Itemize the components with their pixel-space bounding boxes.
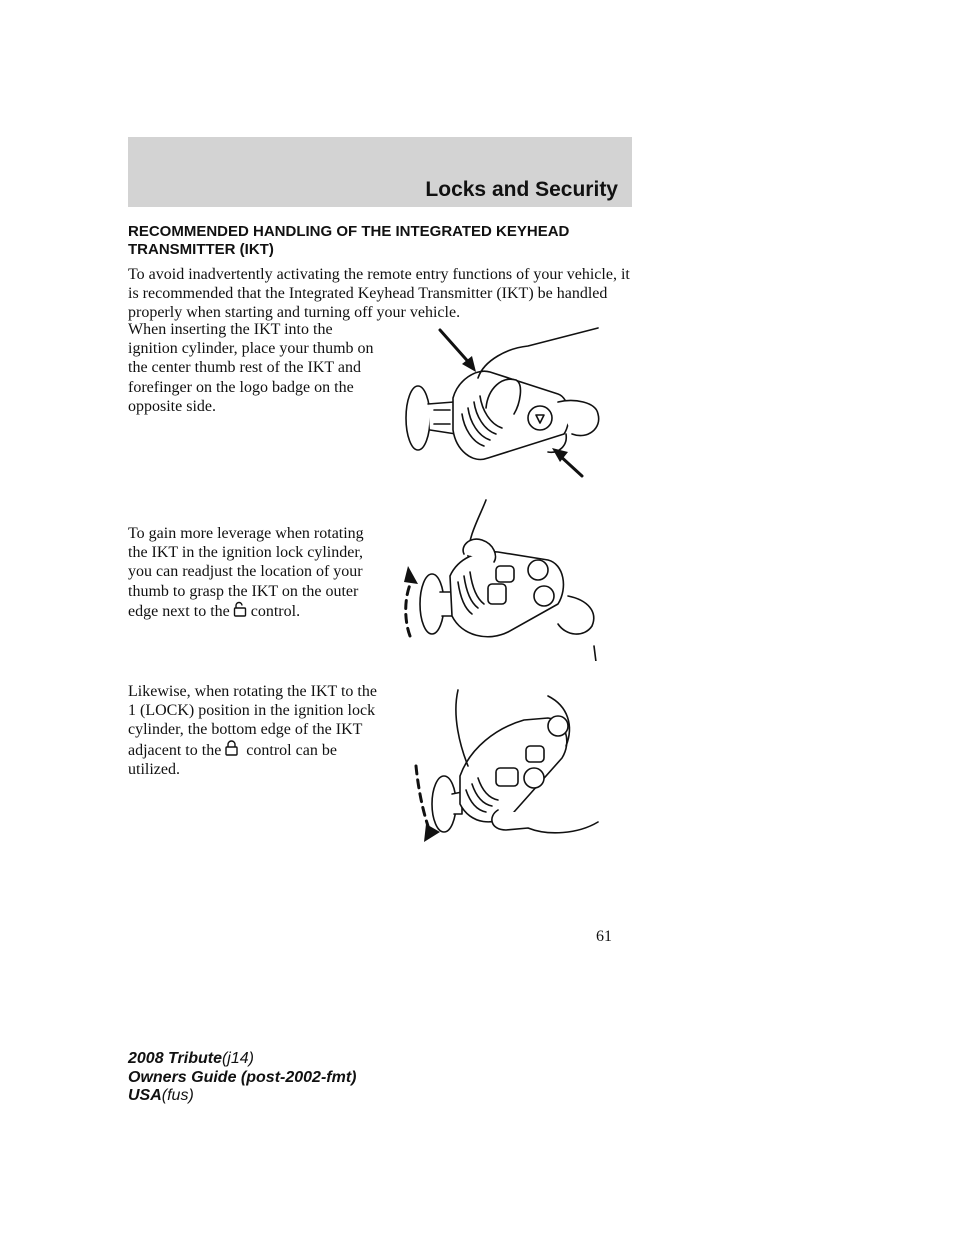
lock-rotation-text: Likewise, when rotating the IKT to the 1 (LOCK) position in the ignition lock cylinder, the bottom edge of the IKT adjacent to the — [128, 683, 377, 759]
footer-market-code: (fus) — [161, 1087, 194, 1104]
footer-line-market — [128, 1087, 356, 1106]
footer-line-model — [128, 1050, 356, 1069]
section-title: Locks and Security — [425, 178, 618, 201]
footer-market: USA — [128, 1087, 162, 1104]
footer-model: 2008 Tribute — [128, 1050, 222, 1067]
section-header-band — [128, 137, 632, 207]
insert-ikt-paragraph: When inserting the IKT into the ignition cylinder, place your thumb on the center thumb rest of the IKT and forefinger on the logo badge on the opposite side. — [128, 321, 374, 415]
ikt-leverage-illustration — [398, 496, 603, 661]
unlock-icon — [233, 601, 248, 617]
leverage-paragraph — [128, 524, 378, 621]
ikt-insert-illustration — [398, 318, 603, 483]
leverage-text: To gain more leverage when rotating the IKT in the ignition lock cylinder, you can readjust the location of your thumb to grasp the IKT on the outer edge next to the — [128, 525, 364, 620]
lock-rotation-paragraph — [128, 682, 378, 779]
footer-guide: Owners Guide (post-2002-fmt) — [128, 1068, 357, 1086]
document-footer — [128, 1050, 356, 1106]
intro-paragraph: To avoid inadvertently activating the remote entry functions of your vehicle, it is recommended that the Integrated Keyhead Transmitter (IKT) be handled properly when starting and turning off your vehicle. — [128, 266, 630, 322]
lock-rotation-text-end: control can be utilized. — [128, 741, 337, 778]
section-heading: RECOMMENDED HANDLING OF THE INTEGRATED KEYHEAD TRANSMITTER (IKT) — [128, 223, 570, 258]
page-number: 61 — [596, 928, 612, 945]
footer-model-code: (j14) — [221, 1050, 254, 1067]
lock-icon — [224, 740, 239, 756]
leverage-text-end: control. — [250, 602, 301, 620]
ikt-lock-rotation-illustration — [398, 686, 608, 846]
